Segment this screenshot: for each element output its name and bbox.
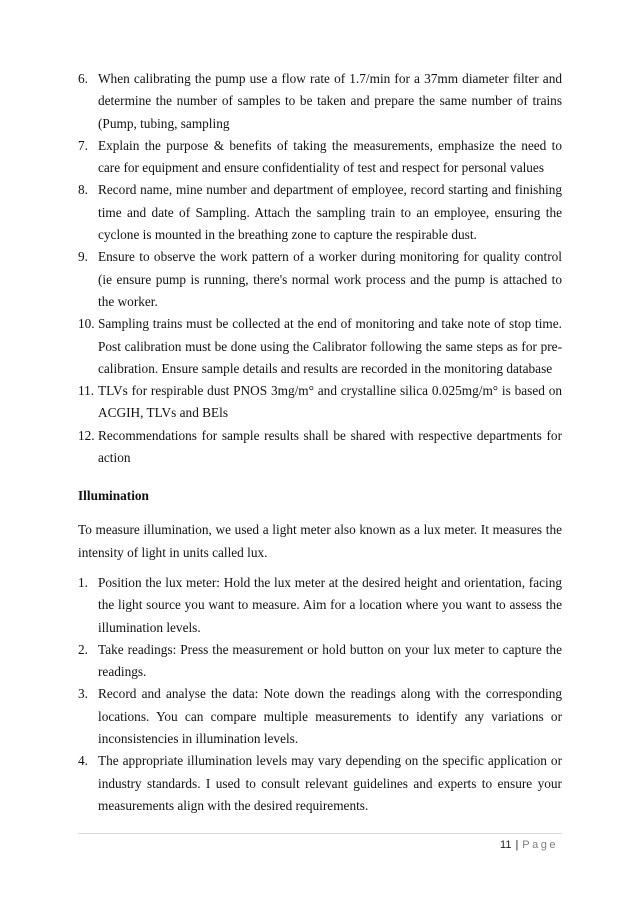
list-item-text: Explain the purpose & benefits of taking the measurements, emphasize the need to care for equipment and ensure confidentiality of test and respect for personal values bbox=[98, 137, 562, 176]
list-item bbox=[78, 572, 562, 639]
list-item bbox=[78, 425, 562, 470]
list-item-number: 8. bbox=[78, 182, 88, 198]
footer-divider bbox=[78, 833, 562, 834]
list-item-text: The appropriate illumination levels may vary depending on the specific application or industry standards. I used to consult relevant guidelines and experts to ensure your measurements align with the desired requirements. bbox=[98, 753, 562, 813]
list-item-text: Position the lux meter: Hold the lux meter at the desired height and orientation, facing the light source you want to measure. Aim for a location where you want to assess the illumination levels. bbox=[98, 574, 562, 635]
list-item bbox=[78, 683, 562, 750]
list-item-text: TLVs for respirable dust PNOS 3mg/m° and crystalline silica 0.025mg/m° is based on ACGIH, TLVs and BEls bbox=[98, 383, 562, 421]
list-item-text: When calibrating the pump use a flow rate of 1.7/min for a 37mm diameter filter and determine the number of samples to be taken and prepare the same number of trains (Pump, tubing, sampling bbox=[98, 71, 562, 131]
list-item-number: 4. bbox=[78, 753, 88, 769]
list-item-text: Record name, mine number and department of employee, record starting and finishing time and date of Sampling. Attach the sampling train to an employee, ensuring the cyclone is mounted in the breathing zone to capture the respirable dust. bbox=[98, 182, 562, 243]
list-item-text: Take readings: Press the measurement or hold button on your lux meter to capture the readings. bbox=[98, 641, 562, 680]
list-item bbox=[78, 750, 562, 817]
list-item bbox=[78, 380, 562, 425]
list-item bbox=[78, 179, 562, 246]
list-item-number: 10. bbox=[78, 316, 95, 332]
list-item-text: Record and analyse the data: Note down the readings along with the corresponding locations. You can compare multiple measurements to identify any variations or inconsistencies in illumination levels. bbox=[98, 686, 562, 747]
page-body bbox=[78, 68, 562, 817]
page-footer bbox=[500, 839, 558, 851]
list-item bbox=[78, 639, 562, 684]
list-item bbox=[78, 135, 562, 180]
list-item-number: 1. bbox=[78, 574, 88, 590]
illumination-steps-list bbox=[78, 572, 562, 817]
section-intro-paragraph: To measure illumination, we used a light meter also known as a lux meter. It measures the intensity of light in units called lux. bbox=[78, 522, 562, 560]
sampling-steps-list bbox=[78, 68, 562, 469]
list-item-text: Sampling trains must be collected at the end of monitoring and take note of stop time. Post calibration must be done using the Calibrator following the same steps as for pre-calibration. Ensure sample details and results are recorded in the monitoring database bbox=[98, 316, 562, 376]
list-item-number: 9. bbox=[78, 249, 88, 265]
list-item bbox=[78, 68, 562, 135]
page-label: Page bbox=[522, 839, 558, 851]
list-item bbox=[78, 246, 562, 313]
list-item-number: 11. bbox=[78, 383, 95, 399]
section-heading: Illumination bbox=[78, 488, 149, 504]
page-number: 11 bbox=[500, 839, 512, 851]
list-item-number: 7. bbox=[78, 137, 88, 153]
list-item bbox=[78, 313, 562, 380]
list-item-text: Ensure to observe the work pattern of a worker during monitoring for quality control (ie ensure pump is running, there's normal work process and the pump is attached to the worker. bbox=[98, 249, 562, 309]
list-item-number: 12. bbox=[78, 427, 95, 443]
footer-separator: | bbox=[515, 839, 519, 851]
list-item-number: 3. bbox=[78, 686, 88, 702]
list-item-text: Recommendations for sample results shall be shared with respective departments for action bbox=[98, 427, 562, 466]
list-item-number: 6. bbox=[78, 71, 88, 86]
list-item-number: 2. bbox=[78, 641, 88, 657]
